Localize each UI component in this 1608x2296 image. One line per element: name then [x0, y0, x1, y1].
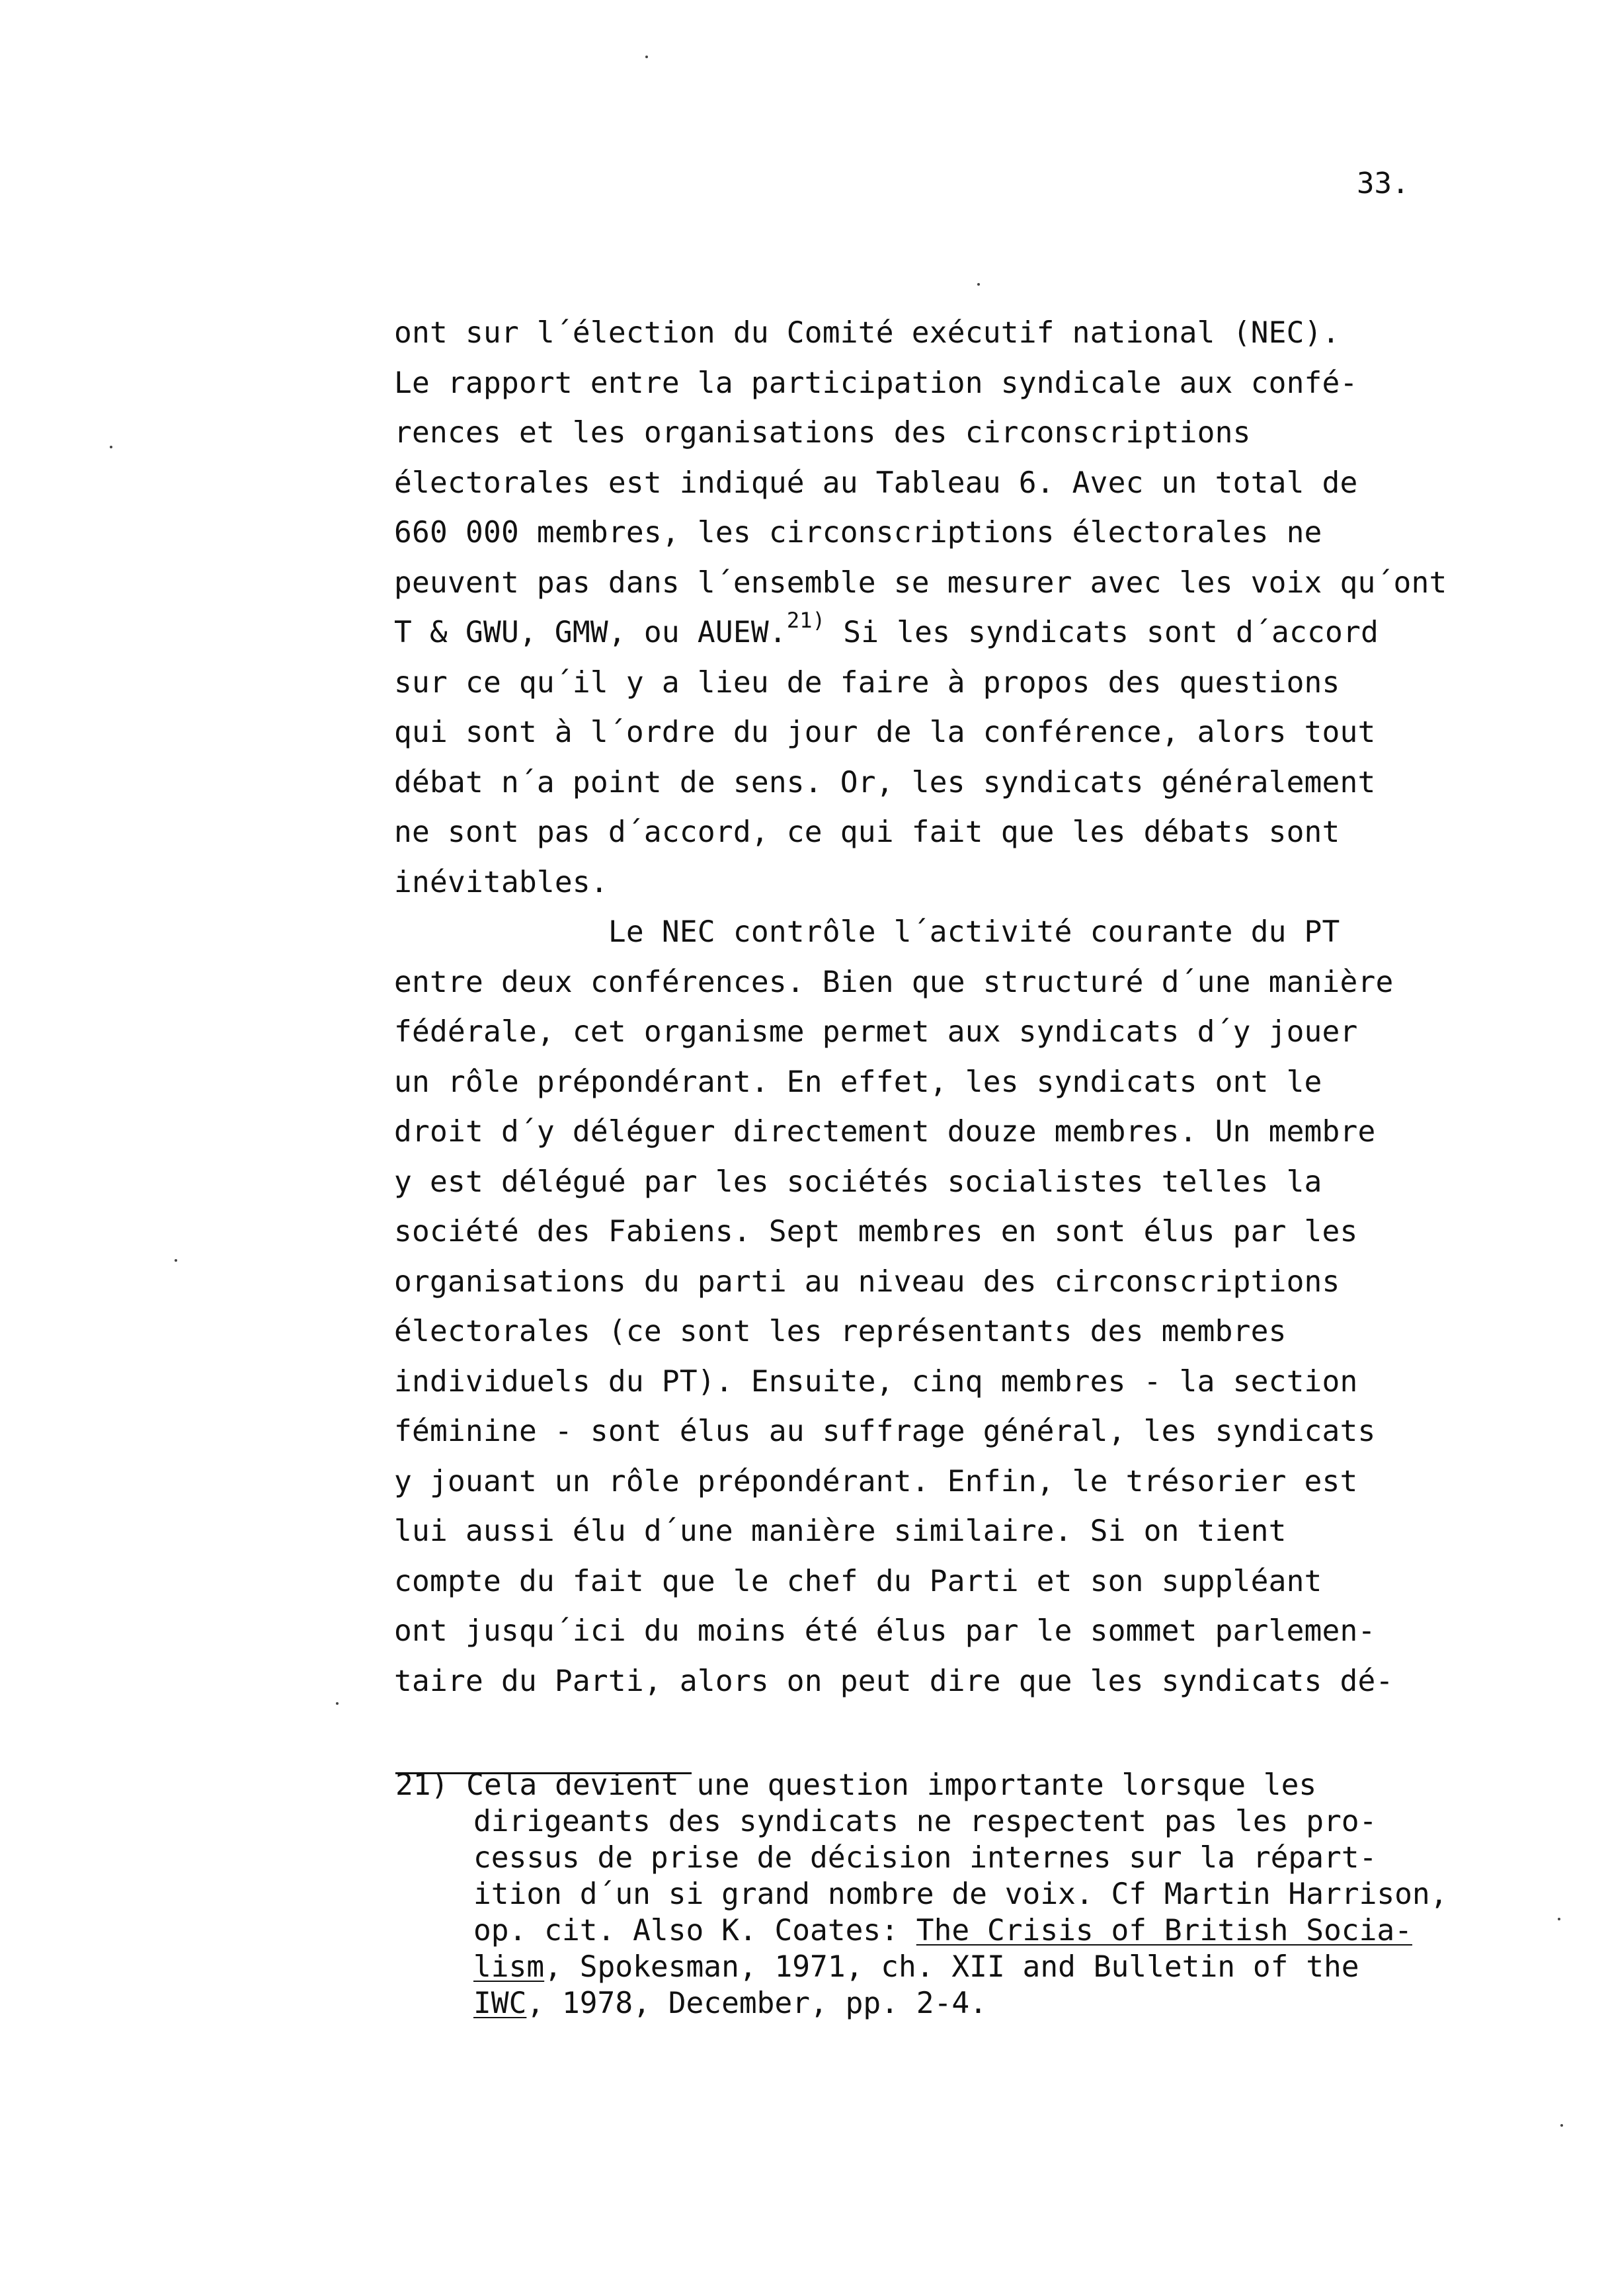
text-line: lui aussi élu d´une manière similaire. Si on tient: [394, 1514, 1287, 1548]
text-line: 660 000 membres, les circonscriptions électorales ne: [394, 516, 1322, 550]
text-line: taire du Parti, alors on peut dire que les syndicats dé-: [394, 1664, 1394, 1698]
text-line: sur ce qu´il y a lieu de faire à propos des questions: [394, 665, 1340, 700]
periodical-title: IWC: [473, 1987, 527, 2020]
text-line: compte du fait que le chef du Parti et son suppléant: [394, 1564, 1322, 1598]
footnote-line: [395, 1912, 1586, 1949]
footnote: [395, 1767, 1586, 2022]
scan-speck: [175, 1259, 177, 1262]
text-line: qui sont à l´ordre du jour de la conférence, alors tout: [394, 716, 1376, 749]
scan-speck: [977, 283, 980, 286]
text-line: rences et les organisations des circonscriptions: [394, 416, 1251, 450]
text-line: entre deux conférences. Bien que structuré d´une manière: [394, 965, 1394, 999]
text-line-with-footnote-ref: [394, 608, 1597, 658]
text-line: droit d´y déléguer directement douze membres. Un membre: [394, 1115, 1376, 1149]
text-line: inévitables.: [394, 865, 608, 899]
footnote-line: dirigeants des syndicats ne respectent pas les pro-: [473, 1805, 1377, 1838]
footnote-line: [395, 1949, 1586, 1985]
book-title: lism: [473, 1950, 545, 1984]
text-line-start: T & GWU, GMW, ou AUEW.: [394, 616, 787, 649]
footnote-line: [395, 1985, 1586, 2022]
scan-speck: [110, 446, 112, 448]
text-line: électorales (ce sont les représentants des membres: [394, 1315, 1287, 1348]
text-line: féminine - sont élus au suffrage général, les syndicats: [394, 1414, 1376, 1448]
scan-speck: [645, 56, 648, 58]
footnote-marker: 21): [395, 1768, 449, 1802]
text-line: un rôle prépondérant. En effet, les syndicats ont le: [394, 1065, 1322, 1099]
scan-speck: [1560, 2124, 1563, 2127]
footnote-reference: 21): [786, 608, 826, 633]
text-line: débat n´a point de sens. Or, les syndicats généralement: [394, 765, 1376, 800]
scan-speck: [1558, 1918, 1560, 1920]
body-text: [394, 308, 1597, 1706]
footnote-text: op. cit. Also K. Coates:: [473, 1914, 916, 1948]
text-line: y jouant un rôle prépondérant. Enfin, le trésorier est: [394, 1464, 1358, 1498]
text-line: société des Fabiens. Sept membres en sont élus par les: [394, 1215, 1358, 1249]
text-line: fédérale, cet organisme permet aux syndicats d´y jouer: [394, 1015, 1358, 1049]
text-line: individuels du PT). Ensuite, cinq membres - la section: [394, 1364, 1358, 1399]
footnote-text: , 1978, December, pp. 2-4.: [526, 1987, 987, 2020]
footnote-text: Cela devient une question importante lorsque les: [466, 1768, 1317, 1802]
text-line-end: Si les syndicats sont d´accord: [825, 616, 1379, 649]
page-number: 33.: [1357, 167, 1410, 200]
footnote-line: ition d´un si grand nombre de voix. Cf Martin Harrison,: [473, 1877, 1448, 1911]
scan-speck: [336, 1702, 339, 1705]
text-line: organisations du parti au niveau des circonscriptions: [394, 1264, 1340, 1299]
text-line: électorales est indiqué au Tableau 6. Avec un total de: [394, 466, 1358, 500]
text-line: peuvent pas dans l´ensemble se mesurer avec les voix qu´ont: [394, 565, 1447, 600]
text-line: ont jusqu´ici du moins été élus par le sommet parlemen-: [394, 1614, 1376, 1648]
book-title: The Crisis of British Socia-: [916, 1914, 1412, 1948]
paragraph-start-line: Le NEC contrôle l´activité courante du PT: [394, 915, 1340, 949]
footnote-text: , Spokesman, 1971, ch. XII and Bulletin of the: [544, 1950, 1359, 1984]
footnote-line: [395, 1767, 1586, 1803]
footnote-line: cessus de prise de décision internes sur la répart-: [473, 1841, 1377, 1875]
text-line: Le rapport entre la participation syndicale aux confé-: [394, 366, 1358, 400]
text-line: ne sont pas d´accord, ce qui fait que les débats sont: [394, 815, 1340, 849]
text-line: ont sur l´élection du Comité exécutif national (NEC).: [394, 316, 1340, 350]
text-line: y est délégué par les sociétés socialistes telles la: [394, 1165, 1322, 1199]
